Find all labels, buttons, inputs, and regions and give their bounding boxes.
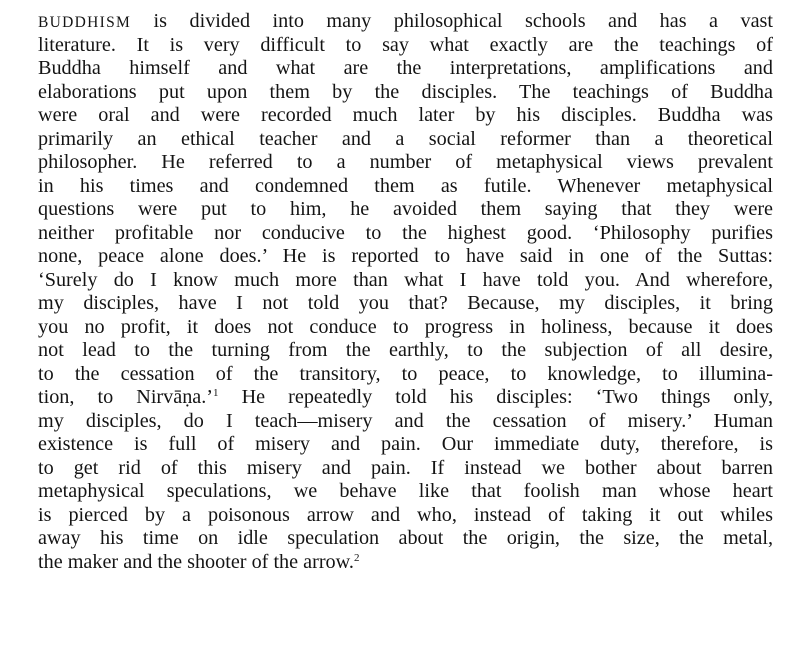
- text-line-7: philosopher. He referred to a number of metaphysical views prevalent: [38, 151, 773, 173]
- text-line-17: tion, to Nirvāṇa.’$^1$ He repeatedly told his disciples: ‘Two things only,: [38, 386, 773, 408]
- text-line-20: to get rid of this misery and pain. If instead we bother about barren: [38, 456, 773, 479]
- text-line-9: questions were put to him, he avoided them saying that they were: [38, 198, 773, 220]
- text-line-1: BUDDHISM is divided into many philosophical schools and has a vast: [38, 10, 773, 32]
- text-line-8: in his times and condemned them as futile. Whenever metaphysical: [38, 174, 773, 197]
- text-line-22: is pierced by a poisonous arrow and who, instead of taking it out whiles: [38, 503, 773, 526]
- lead-word: BUDDHISM: [38, 14, 132, 31]
- footnote-ref-2[interactable]: 2: [353, 551, 360, 564]
- footnote-ref-1[interactable]: 1: [213, 387, 219, 399]
- text-line-18: my disciples, do I teach—misery and the cessation of misery.’ Human: [38, 409, 773, 432]
- text-line-10: neither profitable nor conducive to the highest good. ‘Philosophy purifies: [38, 221, 773, 244]
- text-line-16: to the cessation of the transitory, to peace, to knowledge, to illumina-: [38, 362, 773, 385]
- text-line-2: literature. It is very difficult to say what exactly are the teachings of: [38, 33, 773, 56]
- text-line-19: existence is full of misery and pain. Our immediate duty, therefore, is: [38, 433, 773, 455]
- text-line-14: you no profit, it does not conduce to progress in holiness, because it does: [38, 315, 773, 338]
- text-page: [38, 10, 773, 574]
- text-line-11: none, peace alone does.’ He is reported to have said in one of the Suttas:: [38, 245, 773, 267]
- text-line-5: were oral and were recorded much later by his disciples. Buddha was: [38, 104, 773, 126]
- text-line-13: my disciples, have I not told you that? Because, my disciples, it bring: [38, 292, 773, 314]
- text-line-23: away his time on idle speculation about the origin, the size, the metal,: [38, 527, 773, 549]
- text-line-24: the maker and the shooter of the arrow.$^2$: [38, 550, 360, 573]
- text-line-6: primarily an ethical teacher and a social reformer than a theoretical: [38, 127, 773, 150]
- text-line-12: ‘Surely do I know much more than what I have told you. And wherefore,: [38, 268, 773, 291]
- text-line-15: not lead to the turning from the earthly, to the subjection of all desire,: [38, 339, 773, 361]
- text-line-4: elaborations put upon them by the disciples. The teachings of Buddha: [38, 80, 773, 103]
- text-line-3: Buddha himself and what are the interpretations, amplifications and: [38, 57, 773, 79]
- text-line-21: metaphysical speculations, we behave like that foolish man whose heart: [38, 480, 773, 502]
